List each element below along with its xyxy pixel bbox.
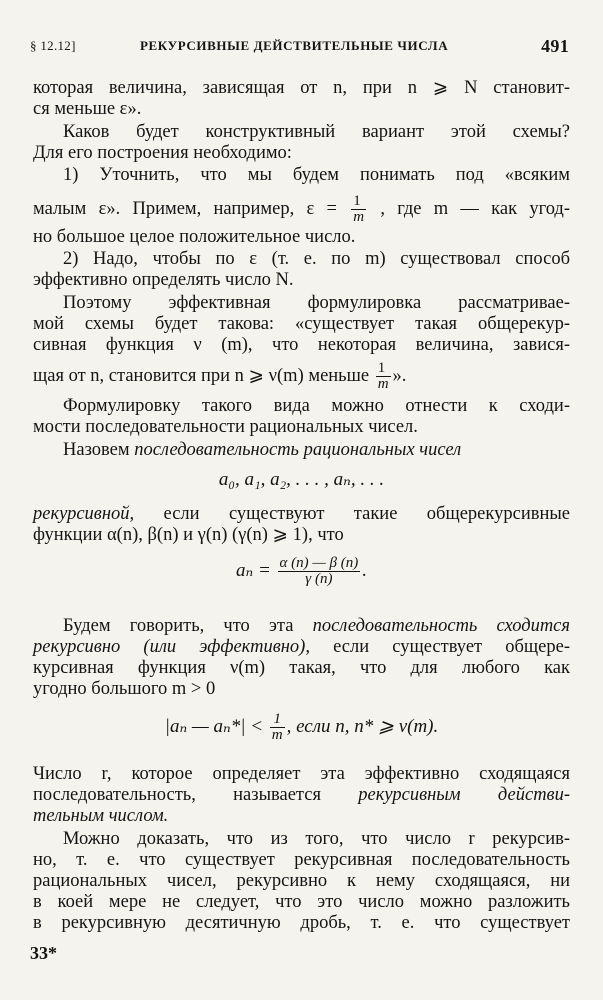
italic-term: рекурсивно (или эффективно), bbox=[33, 637, 310, 657]
formula-convergence bbox=[0, 712, 603, 743]
fraction-denominator: m bbox=[353, 209, 365, 225]
text-line: функции α(n), β(n) и γ(n) (γ(n) ⩾ 1), что bbox=[33, 525, 344, 545]
page-number: 491 bbox=[541, 36, 569, 56]
italic-term: рекурсивным действи- bbox=[358, 785, 570, 805]
fraction bbox=[278, 556, 361, 587]
italic-term: тельным числом. bbox=[33, 806, 169, 826]
text-span: малым ε». Примем, например, ε = bbox=[33, 198, 337, 219]
fraction bbox=[351, 194, 366, 225]
text-span: если существуют такие общерекурсивные bbox=[163, 504, 571, 524]
text-line bbox=[33, 616, 570, 637]
fraction-denominator: m bbox=[377, 376, 389, 392]
text-line: Число r, которое определяет эта эффективно сходящаяся bbox=[33, 764, 570, 784]
text-line bbox=[33, 361, 570, 392]
fraction-numerator: α (n) — β (n) bbox=[279, 555, 359, 571]
text-line: Для его построения необходимо: bbox=[33, 143, 292, 163]
text-line: 2) Надо, чтобы по ε (т. е. по m) существовал способ bbox=[63, 249, 570, 269]
formula-lhs: |aₙ — aₙ*| < bbox=[164, 715, 264, 737]
formula-lhs: aₙ = bbox=[236, 559, 271, 581]
text-line bbox=[33, 785, 570, 806]
text-line: мости последовательности рациональных чисел. bbox=[33, 417, 418, 437]
text-line bbox=[33, 194, 570, 225]
fraction-numerator: 1 bbox=[270, 712, 285, 728]
text-line bbox=[33, 637, 570, 658]
text-line: курсивная функция ν(m) такая, что для любого как bbox=[33, 658, 570, 678]
section-ref: § 12.12] bbox=[30, 38, 76, 53]
text-span: если существует общере- bbox=[333, 637, 571, 657]
text-line: угодно большого m > 0 bbox=[33, 679, 216, 699]
fraction bbox=[376, 361, 391, 392]
text-line: сивная функция ν (m), что некоторая величина, завися- bbox=[33, 335, 570, 355]
signature-mark: 33* bbox=[30, 943, 57, 963]
text-line: ся меньше ε». bbox=[33, 99, 142, 119]
fraction bbox=[270, 712, 285, 743]
text-line: рациональных чисел, рекурсивно к нему сходящаяся, ни bbox=[33, 871, 570, 891]
text-line: Поэтому эффективная формулировка рассматривае- bbox=[63, 293, 570, 313]
text-line: Формулировку такого вида можно отнести к сходи- bbox=[63, 396, 570, 416]
fraction-numerator: 1 bbox=[376, 361, 391, 377]
text-line bbox=[33, 440, 570, 461]
text-span: последовательность, называется bbox=[33, 785, 321, 805]
italic-term: последовательность рациональных чисел bbox=[134, 440, 462, 460]
text-line bbox=[33, 504, 570, 525]
text-line: мой схемы будет такова: «существует такая общерекур- bbox=[33, 314, 570, 334]
text-span: , где m — как угод- bbox=[380, 198, 570, 219]
formula-rest: , если n, n* ⩾ ν(m). bbox=[286, 715, 439, 737]
text-span: ». bbox=[392, 365, 407, 386]
formula-tail: . bbox=[362, 559, 367, 581]
text-line: Можно доказать, что из того, что число r рекурсив- bbox=[63, 829, 570, 849]
text-line: Каков будет конструктивный вариант этой схемы? bbox=[63, 122, 570, 142]
text-line: эффективно определять число N. bbox=[33, 270, 294, 290]
text-line: но большое целое положительное число. bbox=[33, 227, 356, 247]
fraction-numerator: 1 bbox=[351, 194, 366, 210]
formula-an bbox=[0, 556, 603, 587]
formula-sequence: a₀, a₁, a₂, . . . , aₙ, . . . bbox=[218, 469, 385, 490]
text-line bbox=[33, 806, 570, 827]
fraction-denominator: γ (n) bbox=[305, 571, 333, 587]
text-line: в рекурсивную десятичную дробь, т. е. что существует bbox=[33, 913, 570, 933]
fraction-denominator: m bbox=[271, 727, 283, 743]
text-line: в коей мере не следует, что это число можно разложить bbox=[33, 892, 570, 912]
text-span: щая от n, становится при n ⩾ ν(m) меньше bbox=[33, 365, 370, 386]
text-line: которая величина, зависящая от n, при n ⩾ N становит- bbox=[33, 78, 570, 98]
text-line: но, т. е. что существует рекурсивная последовательность bbox=[33, 850, 570, 870]
text-line: 1) Уточнить, что мы будем понимать под «всяким bbox=[63, 165, 570, 185]
italic-term: рекурсивной, bbox=[33, 504, 135, 524]
running-title: РЕКУРСИВНЫЕ ДЕЙСТВИТЕЛЬНЫЕ ЧИСЛА bbox=[140, 38, 449, 53]
text-span: Будем говорить, что эта bbox=[63, 616, 294, 636]
text-span: Назовем bbox=[63, 440, 130, 460]
italic-term: последовательность сходится bbox=[312, 616, 570, 636]
